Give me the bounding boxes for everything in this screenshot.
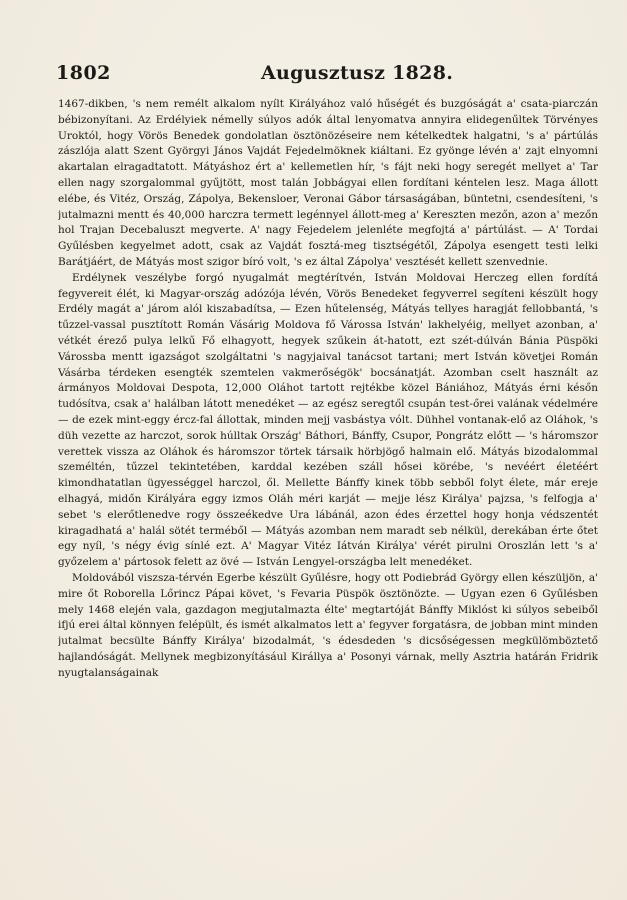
paragraph-2: Erdélynek veszélybe forgó nyugalmát megtérítvén, István Moldovai Herczeg ellen fordítá fegyvereit élét, ki Magyar-ország adózója lévén, Vörös Benedeket fegyverrel segíteni készült hogy Erdély magát a' járom alól kiszabadítsa, — Ezen hűtelenség, Mátyás tellyes haragját fellobbantá, 's tűzzel-vassal pusztított Román Vásárig Moldova fő Várossa István' lakhelyéig, mellyet azonban, a' vétkét érező pulya lelkű Fő elhagyott, hegyek szűkein át-hatott, ezt szét-dúlván Bánia Püspöki Várossba mentt igazságot szolgáltatni 's nagyjaival tanácsot tartani; mert István követjei Román Vásárba térdeken esengték szemtelen vakmerőségök' bocsánatját. Azomban cselt használt az ármányos Moldovai Despota, 12,000 Oláhot tartott rejtékbe közel Bániához, Mátyás érni későn tudósítva, csak a' halálban látott menedéket — az egész seregtől csupán test-őrei valának védelmére — de ezek mint-eggy ércz-fal állottak, minden mejj vasbástya vólt. Dühhel vontanak-elő az Oláhok, 's düh vezette az harczot, sorok húlltak Ország' Báthori, Bánffy, Csupor, Pongrátz előtt — 's háromszor verettek vissza az Oláhok és háromszor törtek társaik hörbjögő halmain elő. Mátyás bizodalommal személtén, tűzzel tekintetében, karddal kezében száll hősei körébe, 's nevéért életéért kimondhatatlan ügyességgel harczol, ől. Mellette Bánffy kinek több sebből folyt élete, már ereje elhagyá, midőn Királyára eggy izmos Oláh méri karját — mejje lész Királya' pajzsa, 's felfogja a' sebet 's elerőtlenedve rogy összeékedve Ura lábánál, azon édes érzettel hogy honja védszentét kiragadhatá a' halál sötét terméből — Mátyás azomban nem maradt seb nélkül, derekában érte őtet egy nyíl, 's négy évig sínlé ezt. A' Magyar Vitéz Iátván Királya' vérét pirulni Oroszlán lett 's a' győzelem a' pártosok felett az övé — István Lengyel-országba lelt menedéket. xyxy=(58,271,598,569)
paragraph-3: Moldovából viszsza-térvén Egerbe készült Gyűlésre, hogy ott Podiebrád György ellen készüljön, a' mire őt Roborella Lőrincz Pápai követ, 's Fevaria Püspök ösztönözte. — Ugyan ezen 6 Gyűlésben mely 1468 elején vala, gazdagon megjutalmazta élte' megtartóját Bánffy Miklóst ki súlyos sebeiből ifjú erei által könnyen felépült, és ismét alkalmatos lett a' fegyver forgatásra, de jobban mint minden jutalmat becsülte Bánffy Királya' bizodalmát, 's édesdeden 's dicsőségessen megkülömböztető hajlandóságát. Mellynek megbizonyításául Királlya a' Posonyi várnak, melly Asztria határán Fridrik nyugtalanságainak xyxy=(58,571,598,679)
running-title: Augusztusz 1828. xyxy=(261,62,454,84)
body-text xyxy=(58,97,598,887)
page-number: 1802 xyxy=(56,62,111,84)
paragraph-1: 1467-dikben, 's nem remélt alkalom nyílt Királyához való hűségét és buzgóságát a' csata-piarczán bébizonyítani. Az Erdélyiek némelly súlyos adók által lenyomatva annyira elidegenűltek Törvényes Uroktól, hogy Vörös Benedek gondolatlan ösztönözéseire nem kételkedtek halgatni, 's a' pártúlás zászlója alatt Szent Györgyi János Vajdát Fejedelmöknek kiáltani. Ez gyönge lévén a' zajt elnyomni akartalan elragadtatott. Mátyáshoz ért a' kellemetlen hír, 's fájt neki hogy seregét mellyet a' Tar ellen nagy szorgalommal gyűjtött, most talán Jobbágyai ellen fordítani kéntelen lesz. Maga állott elébe, és Vitéz, Ország, Zápolya, Bekensloer, Veronai Gábor társaságában, büntetni, csendesíteni, 's jutalmazni mentt és 40,000 harczra termett legénnyel állott-meg a' Kereszten mezőn, azon a' mezőn hol Trajan Decebaluszt megverte. A' nagy Fejedelem jelenléte megfojtá a' pártúlást. — A' Tordai Gyűlésben kegyelmet adott, csak az Vajdát fosztá-meg tisztségétől, Zápolya esengett testi lelki Barátjáért, de Mátyás most szigor bíró volt, 's ez által Zápolya' vesztését kellett szenvednie. xyxy=(58,98,598,268)
page-header xyxy=(56,62,597,92)
